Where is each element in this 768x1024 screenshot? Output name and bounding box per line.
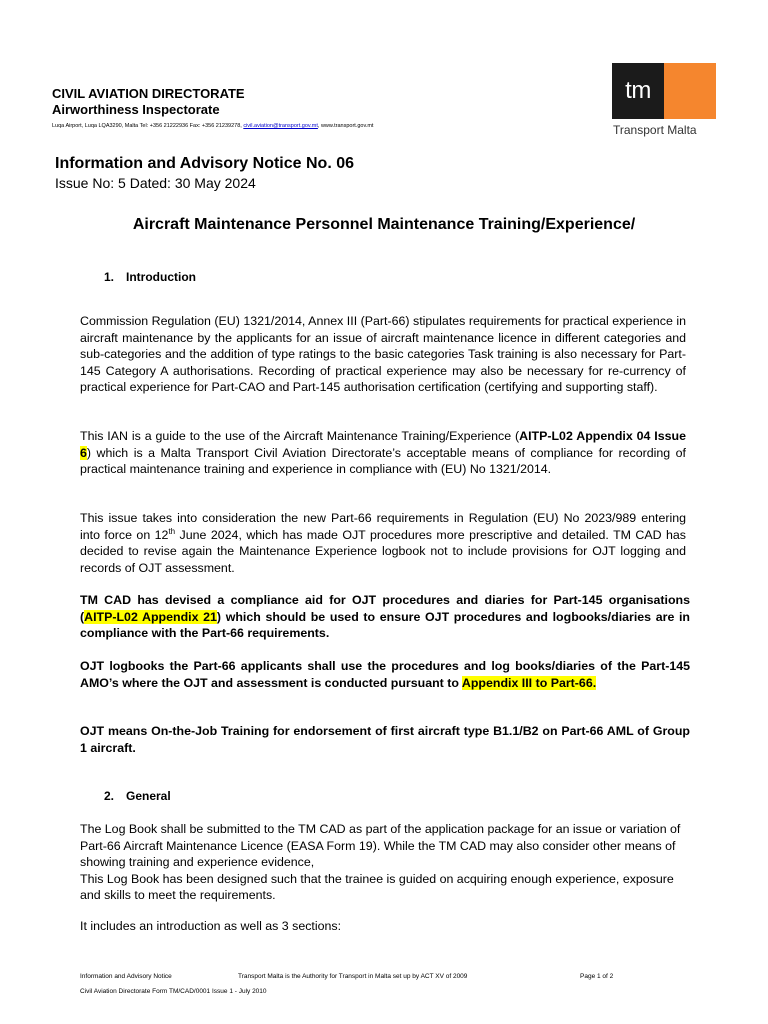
footer-notice-label: Information and Advisory Notice	[80, 973, 172, 980]
directorate-name: CIVIL AVIATION DIRECTORATE	[52, 86, 245, 101]
logo-tm-text: tm	[612, 63, 664, 119]
address-website: , www.transport.gov.mt	[317, 123, 374, 129]
general-p1-line-2: This Log Book has been designed such that the trainee is guided on acquiring enough experience, exposure and skills to meet the requirements.	[80, 871, 674, 902]
section-title: Introduction	[126, 270, 196, 284]
section-heading-general	[104, 789, 171, 803]
notice-issue: Issue No: 5 Dated: 30 May 2024	[55, 175, 256, 191]
intro-paragraph-5	[80, 658, 690, 691]
section-number: 2.	[104, 789, 115, 803]
intro-p3-superscript: th	[168, 526, 176, 536]
intro-p3-text-end: June 2024, which has made OJT procedures more prescriptive and detailed. TM CAD has decided to revise again the Maintenance Experience logbook not to include provisions for OJT logging and records of OJT assessment.	[80, 527, 686, 575]
intro-p5-highlight: Appendix III to Part-66.	[461, 675, 597, 690]
footer-form-reference: Civil Aviation Directorate Form TM/CAD/0001 Issue 1 - July 2010	[80, 988, 267, 995]
intro-p4-text-end: ) which should be used to ensure OJT procedures and logbooks/diaries are in compliance with the Part-66 requirements.	[80, 609, 690, 640]
general-p1-line-1: The Log Book shall be submitted to the TM CAD as part of the application package for an issue or variation of Part-66 Aircraft Maintenance Licence (EASA Form 19). While the TM CAD may also consider other means of showing training and experience evidence,	[80, 822, 681, 869]
address-text: Luqa Airport, Luqa LQA3290, Malta Tel: +356 21222936 Fax: +356 21239278,	[52, 123, 244, 129]
logo-name: Transport Malta	[613, 123, 697, 137]
section-title: General	[126, 789, 171, 803]
intro-p3-text: This issue takes into consideration the new Part-66 requirements in Regulation (EU) No 2023/989 entering into force on 12	[80, 511, 686, 542]
transport-malta-logo	[612, 63, 716, 137]
intro-p2-text-end: ) which is a Malta Transport Civil Aviation Directorate’s acceptable means of compliance for recording of practical maintenance training and experience in compliance with (EU) No 1321/2014.	[80, 445, 686, 476]
intro-p2-text: This IAN is a guide to the use of the Aircraft Maintenance Training/Experience (	[80, 429, 520, 443]
logo-mark	[612, 63, 716, 119]
email-link[interactable]: civil.aviation@transport.gov.mt	[243, 123, 318, 129]
intro-p2-reference: AITP-L02 Appendix 04 Issue	[519, 429, 686, 443]
intro-paragraph-1: Commission Regulation (EU) 1321/2014, Annex III (Part-66) stipulates requirements for practical experience in aircraft maintenance by the applicants for an issue of aircraft maintenance licence in different categories and sub-categories and the addition of type ratings to the basic categories Task training is also necessary for Part-145 Category A authorisations. Recording of practical experience may also be necessary for re-currency of practical experience for Part-CAO and Part-145 authorisation certification (certifying and supporting staff).	[80, 314, 686, 394]
general-paragraph-2: It includes an introduction as well as 3 sections:	[80, 919, 342, 933]
intro-p5-text: OJT logbooks the Part-66 applicants shall use the procedures and log books/diaries of the Part-145 AMO’s where the OJT and assessment is conducted pursuant to	[80, 659, 690, 690]
intro-paragraph-6: OJT means On-the-Job Training for endorsement of first aircraft type B1.1/B2 on Part-66 AML of Group 1 aircraft.	[80, 724, 690, 755]
section-heading-introduction	[104, 270, 196, 284]
document-title: Aircraft Maintenance Personnel Maintenance Training/Experience/	[132, 216, 636, 233]
section-number: 1.	[104, 270, 115, 284]
intro-paragraph-4	[80, 592, 690, 642]
intro-p4-text: TM CAD has devised a compliance aid for OJT procedures and diaries for Part-145 organisations (	[80, 593, 690, 624]
general-paragraph-1	[80, 821, 686, 904]
contact-address	[52, 122, 373, 130]
intro-paragraph-2	[80, 428, 686, 478]
intro-paragraph-3	[80, 510, 686, 576]
inspectorate-name: Airworthiness Inspectorate	[52, 102, 220, 117]
intro-p4-highlight: AITP-L02 Appendix 21	[84, 609, 217, 624]
footer-authority-text: Transport Malta is the Authority for Transport in Malta set up by ACT XV of 2009	[238, 973, 468, 980]
intro-p2-issue-number: 6	[80, 445, 87, 460]
logo-orange-block	[664, 63, 716, 119]
notice-title: Information and Advisory Notice No. 06	[55, 155, 355, 172]
footer-page-number: Page 1 of 2	[580, 973, 614, 980]
